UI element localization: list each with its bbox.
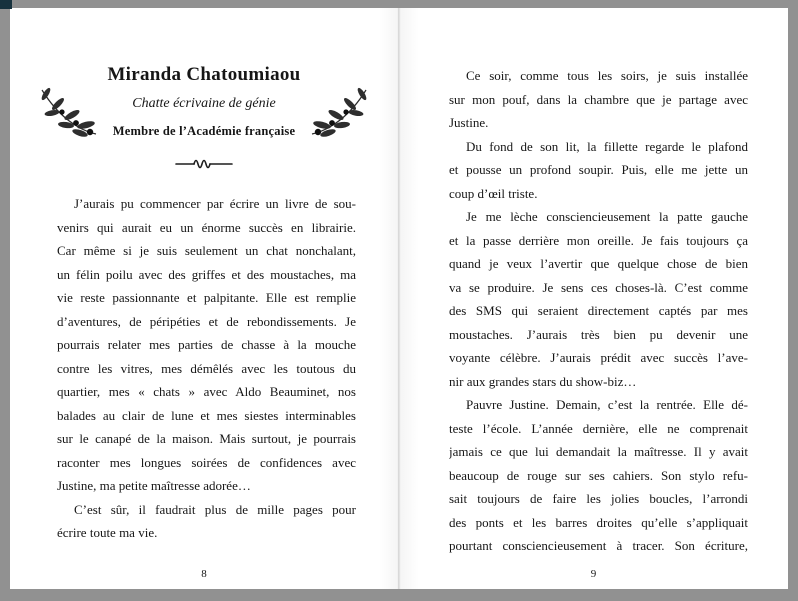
chapter-title: Miranda Chatoumiaou [107, 64, 301, 85]
text-line: Justine. [449, 115, 489, 130]
text-line: coup d’œil triste. [449, 185, 538, 201]
text-line: Justine, ma petite maîtresse adorée… [57, 478, 251, 493]
text-line: et la passe derrière mon oreille. Je fais toujours ça [449, 232, 748, 248]
text-line: teste l’école. L’année dernière, elle ne comprenait [449, 420, 748, 436]
text-line: C’est sûr, il faudrait plus de mille pages pour [74, 501, 356, 517]
text-line: va se produire. Je sens ces choses-là. C’est comme [449, 279, 748, 295]
text-line: et pousse un profond soupir. Puis, elle me jette un [449, 162, 748, 177]
squiggle-divider-icon [174, 156, 234, 170]
chapter-header [10, 62, 398, 140]
text-line: vie reste passionnante et palpitante. Elle est remplie [57, 290, 356, 305]
text-line: un félin poilu avec des griffes et des moustaches, ma [57, 266, 356, 282]
text-line: voyante célèbre. J’aurais prédit avec succès l’ave- [449, 350, 748, 365]
paragraph [449, 205, 748, 393]
page-number-right: 9 [590, 568, 597, 580]
text-line: quartier, mes « chats » avec Aldo Beauminet, nos [57, 384, 356, 399]
text-line: d’aventures, de péripéties et de rebondissements. Je [57, 313, 356, 329]
text-line: écrire toute ma vie. [57, 525, 158, 540]
page-right [399, 8, 788, 589]
paragraph [449, 64, 748, 135]
text-line: beaucoup de rouge sur ses cahiers. Son stylo refu- [449, 467, 748, 483]
left-page-body [10, 192, 398, 545]
text-line: jamais ce que lui demandait la maîtresse. Il y avait [449, 444, 748, 459]
chapter-subtitle: Chatte écrivaine de génie [132, 96, 276, 111]
text-line: sur le canapé de la maison. Mais surtout, je pourrais [57, 431, 356, 446]
text-line: Je me lèche consciencieusement la patte gauche [466, 209, 748, 224]
text-line: raconter mes longues soirées de confidences avec [57, 454, 356, 470]
text-line: des SMS qui seraient directement captés par mes [449, 303, 748, 318]
paragraph [57, 192, 356, 498]
paragraph [57, 498, 356, 545]
text-line: des ponts et les barres droites qu’elle s’appliquait [449, 514, 748, 530]
olive-branch-left-icon [36, 82, 100, 142]
paragraph [449, 135, 748, 206]
text-line: Pauvre Justine. Demain, c’est la rentrée. Elle dé- [466, 397, 748, 412]
olive-branch-right-icon [308, 82, 372, 142]
paragraph [449, 393, 748, 558]
text-line: pourtant consciencieusement à tracer. Son écriture, [449, 538, 748, 553]
text-line: sait toujours de faire les jolies boucles, l’arrondi [449, 491, 748, 506]
text-line: sur mon pouf, dans la chambre que je partage avec [449, 91, 748, 107]
text-line: balades au clair de lune et mes siestes interminables [57, 407, 356, 423]
frame-corner [0, 0, 12, 9]
text-line: venirs qui aurait eu un énorme succès en librairie. [57, 219, 356, 235]
text-line: J’aurais pu commencer par écrire un livre de sou- [74, 196, 356, 211]
page-number-left: 8 [201, 568, 207, 580]
text-line: moustaches. J’aurais très bien pu devenir une [449, 326, 748, 342]
page-left [10, 8, 399, 589]
text-line: Du fond de son lit, la fillette regarde le plafond [466, 138, 748, 154]
text-line: contre les vitres, mes démêlés avec les toutous du [57, 360, 356, 376]
text-line: pourrais relater mes parties de chasse à la mouche [57, 337, 356, 352]
chapter-affiliation: Membre de l’Académie française [112, 124, 296, 138]
text-line: Car même si je suis seulement un chat nonchalant, [57, 243, 356, 258]
text-line: Ce soir, comme tous les soirs, je suis installée [466, 68, 748, 83]
text-line: quand je veux l’avertir que quelque chose de bien [449, 256, 748, 271]
book-spread [10, 8, 788, 589]
right-page-body [399, 8, 788, 558]
text-line: nir aux grandes stars du show-biz… [449, 373, 637, 389]
